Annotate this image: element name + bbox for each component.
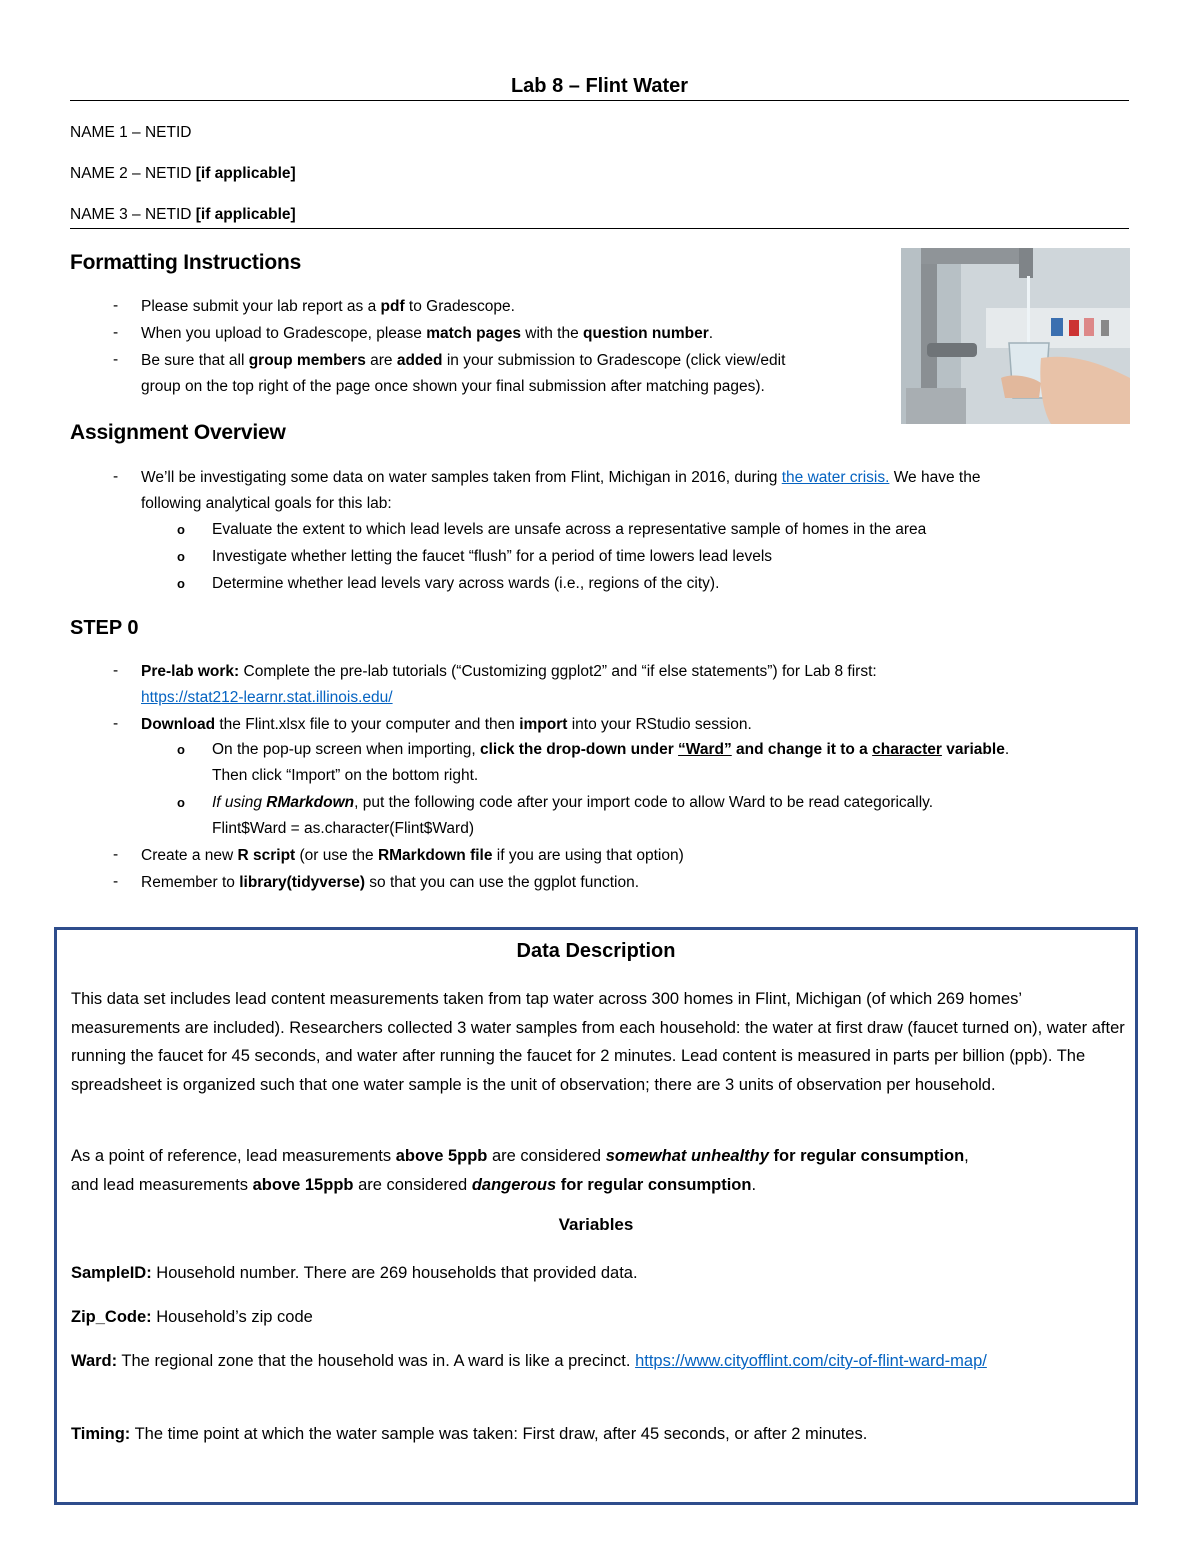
formatting-bullet-2: When you upload to Gradescope, please match pages with the question number.	[141, 325, 714, 342]
dash-icon: -	[113, 873, 119, 890]
dash-icon: -	[113, 662, 119, 679]
name-line-2: NAME 2 – NETID [if applicable]	[70, 165, 296, 182]
faucet-glass-icon	[901, 248, 1130, 424]
overview-bullet-1: We’ll be investigating some data on water samples taken from Flint, Michigan in 2016, during the water crisis. We have the following analytical goals for this lab:	[141, 469, 981, 512]
header-divider	[70, 228, 1129, 229]
data-description-paragraph: This data set includes lead content measurements taken from tap water across 300 homes in Flint, Michigan (of which 269 homes’ measurements are included). Researchers collected 3 water samples from each household: the water at first draw (faucet turned on), water after running the faucet for 45 seconds, and water after running the faucet for 2 minutes. Lead content is measured in parts per billion (ppb). The spreadsheet is organized such that one water sample is the unit of observation; there are 3 units of observation per household.	[71, 990, 1125, 1094]
dash-icon: -	[113, 846, 119, 863]
faucet-photo	[901, 248, 1130, 424]
variable-timing: Timing: The time point at which the water sample was taken: First draw, after 45 seconds, or after 2 minutes.	[71, 1425, 868, 1443]
step0-bullet-4: Remember to library(tidyverse) so that you can use the ggplot function.	[141, 874, 640, 891]
dash-icon: -	[113, 324, 119, 341]
reference-paragraph: As a point of reference, lead measurements above 5ppb are considered somewhat unhealthy for regular consumption, and lead measurements above 15ppb are considered dangerous for regular consumption.	[71, 1147, 969, 1194]
sub-bullet-icon: o	[177, 522, 185, 537]
goal-item: Evaluate the extent to which lead levels are unsafe across a representative sample of homes in the area	[212, 521, 927, 538]
formatting-bullet-3: Be sure that all group members are added in your submission to Gradescope (click view/edit group on the top right of the page once shown your final submission after matching pages).	[141, 352, 786, 395]
sub-bullet-icon: o	[177, 576, 185, 591]
learnr-link[interactable]: https://stat212-learnr.stat.illinois.edu/	[141, 689, 393, 706]
dash-icon: -	[113, 468, 119, 485]
name-line-3: NAME 3 – NETID [if applicable]	[70, 206, 296, 223]
variable-zipcode: Zip_Code: Household’s zip code	[71, 1308, 313, 1326]
step0-bullet-1: Pre-lab work: Complete the pre-lab tutorials (“Customizing ggplot2” and “if else statements”) for Lab 8 first: https://stat212-learnr.stat.illinois.edu/	[141, 663, 877, 706]
formatting-heading: Formatting Instructions	[70, 251, 302, 274]
step0-sub-1: On the pop-up screen when importing, click the drop-down under “Ward” and change it to a character variable. Then click “Import” on the bottom right.	[212, 741, 1010, 784]
formatting-bullet-1: Please submit your lab report as a pdf to Gradescope.	[141, 298, 515, 315]
document-title: Lab 8 – Flint Water	[70, 72, 1129, 101]
variable-ward: Ward: The regional zone that the household was in. A ward is like a precinct. https://www.cityofflint.com/city-of-flint-ward-map/	[71, 1352, 987, 1370]
variables-title: Variables	[558, 1215, 634, 1234]
sub-bullet-icon: o	[177, 795, 185, 810]
data-description-title: Data Description	[516, 940, 676, 962]
step0-heading: STEP 0	[70, 617, 139, 639]
step0-bullet-3: Create a new R script (or use the RMarkdown file if you are using that option)	[141, 847, 684, 864]
ward-map-link[interactable]: https://www.cityofflint.com/city-of-flint-ward-map/	[635, 1352, 987, 1370]
sub-bullet-icon: o	[177, 549, 185, 564]
name-line-1: NAME 1 – NETID	[70, 124, 192, 141]
data-description-box	[54, 927, 1138, 1505]
goal-item: Determine whether lead levels vary across wards (i.e., regions of the city).	[212, 575, 720, 592]
goal-item: Investigate whether letting the faucet “flush” for a period of time lowers lead levels	[212, 548, 773, 565]
dash-icon: -	[113, 351, 119, 368]
step0-bullet-2: Download the Flint.xlsx file to your computer and then import into your RStudio session.	[141, 716, 752, 733]
step0-sub-2: If using RMarkdown, put the following code after your import code to allow Ward to be read categorically. Flint$Ward = as.character(Flint$Ward)	[212, 794, 934, 837]
dash-icon: -	[113, 297, 119, 314]
water-crisis-link[interactable]: the water crisis.	[781, 469, 890, 486]
overview-heading: Assignment Overview	[70, 421, 286, 444]
sub-bullet-icon: o	[177, 742, 185, 757]
dash-icon: -	[113, 715, 119, 732]
variable-sampleid: SampleID: Household number. There are 269 households that provided data.	[71, 1264, 638, 1282]
